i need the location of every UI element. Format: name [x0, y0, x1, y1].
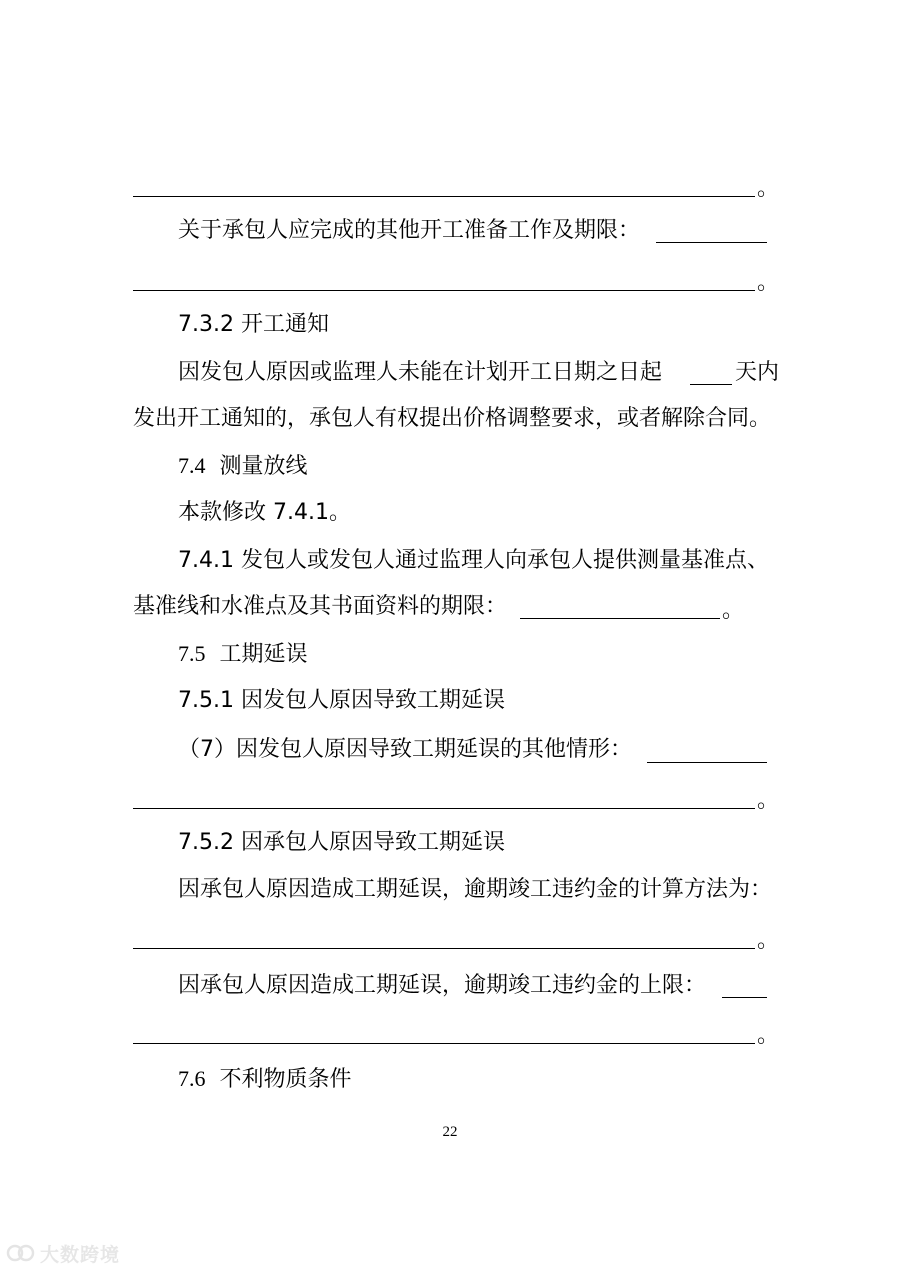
section-title: 不利物质条件 — [219, 1067, 352, 1092]
fill-in-blank[interactable] — [133, 196, 755, 197]
section-heading-7-3-2: 7.3.2 开工通知 — [178, 312, 329, 337]
section-number: 7.4 — [178, 453, 206, 478]
period: 。 — [757, 1023, 780, 1048]
section-heading-7-4 — [178, 453, 308, 480]
paragraph-line-end: 天内 — [735, 360, 780, 385]
paragraph-line: 7.4.1 发包人或发包人通过监理人向承包人提供测量基准点、 — [178, 548, 769, 573]
paragraph-line: 发出开工通知的，承包人有权提出价格调整要求，或者解除合同。 — [133, 406, 772, 431]
paragraph-line: 本款修改 7.4.1。 — [178, 500, 351, 525]
fill-in-blank[interactable] — [656, 242, 767, 243]
section-heading-7-5-1: 7.5.1 因发包人原因导致工期延误 — [178, 688, 505, 713]
section-heading-7-5-2: 7.5.2 因承包人原因导致工期延误 — [178, 830, 505, 855]
period: 。 — [722, 598, 745, 623]
period: 。 — [757, 270, 780, 295]
fill-in-blank[interactable] — [133, 290, 755, 291]
period: 。 — [757, 176, 780, 201]
fill-in-blank[interactable] — [133, 948, 755, 949]
paragraph-line: 因承包人原因造成工期延误，逾期竣工违约金的上限： — [178, 973, 707, 998]
paragraph-line: 因发包人原因或监理人未能在计划开工日期之日起 — [178, 360, 663, 385]
period: 。 — [757, 928, 780, 953]
section-number: 7.5 — [178, 641, 206, 666]
section-title: 工期延误 — [219, 642, 308, 667]
period: 。 — [757, 788, 780, 813]
page-number: 22 — [442, 1124, 458, 1140]
fill-in-blank[interactable] — [133, 1043, 755, 1044]
section-heading-7-5 — [178, 641, 308, 668]
paragraph-line: 基准线和水准点及其书面资料的期限： — [133, 594, 508, 619]
paragraph-line: 因承包人原因造成工期延误，逾期竣工违约金的计算方法为： — [178, 877, 773, 902]
paragraph-line: （7）因发包人原因导致工期延误的其他情形： — [178, 737, 632, 762]
fill-in-blank[interactable] — [647, 762, 767, 763]
section-number: 7.6 — [178, 1066, 206, 1091]
fill-in-blank[interactable] — [690, 384, 732, 385]
fill-in-blank[interactable] — [722, 997, 767, 998]
fill-in-blank[interactable] — [520, 618, 720, 619]
watermark-logo-icon — [6, 1243, 36, 1263]
section-title: 测量放线 — [219, 454, 308, 479]
paragraph-line: 关于承包人应完成的其他开工准备工作及期限： — [178, 218, 641, 243]
watermark-text: 大数跨境 — [40, 1244, 121, 1266]
fill-in-blank[interactable] — [133, 808, 755, 809]
section-heading-7-6 — [178, 1066, 352, 1093]
